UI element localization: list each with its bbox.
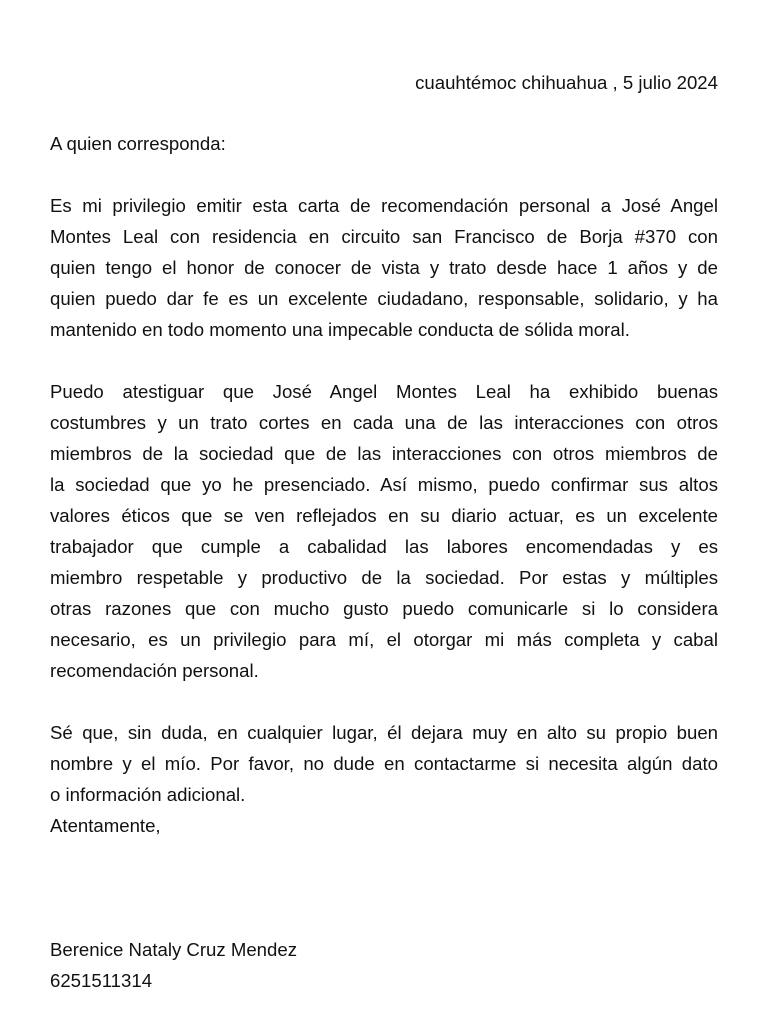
signature-phone: 6251511314 bbox=[50, 970, 153, 991]
paragraph-2-line: valores éticos que se ven reflejados en su diario actuar, es un excelente bbox=[50, 505, 718, 526]
paragraph-2-line: recomendación personal. bbox=[50, 660, 259, 681]
paragraph-2-line: miembros de la sociedad que de las interacciones con otros miembros de bbox=[50, 443, 718, 464]
paragraph-2-line: trabajador que cumple a cabalidad las labores encomendadas y es bbox=[50, 536, 718, 557]
paragraph-1-line: Es mi privilegio emitir esta carta de recomendación personal a José Angel bbox=[50, 195, 718, 216]
paragraph-2-line: la sociedad que yo he presenciado. Así mismo, puedo confirmar sus altos bbox=[50, 474, 718, 495]
paragraph-2-line: necesario, es un privilegio para mí, el otorgar mi más completa y cabal bbox=[50, 629, 718, 650]
paragraph-1-line: mantenido en todo momento una impecable conducta de sólida moral. bbox=[50, 319, 630, 340]
signature-name: Berenice Nataly Cruz Mendez bbox=[50, 939, 297, 960]
letter-date: cuauhtémoc chihuahua , 5 julio 2024 bbox=[415, 72, 718, 93]
paragraph-3-line: o información adicional. bbox=[50, 784, 246, 805]
paragraph-3-line: nombre y el mío. Por favor, no dude en contactarme si necesita algún dato bbox=[50, 753, 718, 774]
letter-closing: Atentamente, bbox=[50, 815, 161, 836]
letter-greeting: A quien corresponda: bbox=[50, 133, 226, 154]
paragraph-2-line: Puedo atestiguar que José Angel Montes Leal ha exhibido buenas bbox=[50, 381, 718, 402]
paragraph-1-line: Montes Leal con residencia en circuito san Francisco de Borja #370 con bbox=[50, 226, 718, 247]
paragraph-1-line: quien puedo dar fe es un excelente ciudadano, responsable, solidario, y ha bbox=[50, 288, 718, 309]
paragraph-2-line: otras razones que con mucho gusto puedo comunicarle si lo considera bbox=[50, 598, 718, 619]
paragraph-2-line: costumbres y un trato cortes en cada una de las interacciones con otros bbox=[50, 412, 718, 433]
paragraph-2-line: miembro respetable y productivo de la sociedad. Por estas y múltiples bbox=[50, 567, 718, 588]
paragraph-1-line: quien tengo el honor de conocer de vista y trato desde hace 1 años y de bbox=[50, 257, 718, 278]
paragraph-3-line: Sé que, sin duda, en cualquier lugar, él dejara muy en alto su propio buen bbox=[50, 722, 718, 743]
